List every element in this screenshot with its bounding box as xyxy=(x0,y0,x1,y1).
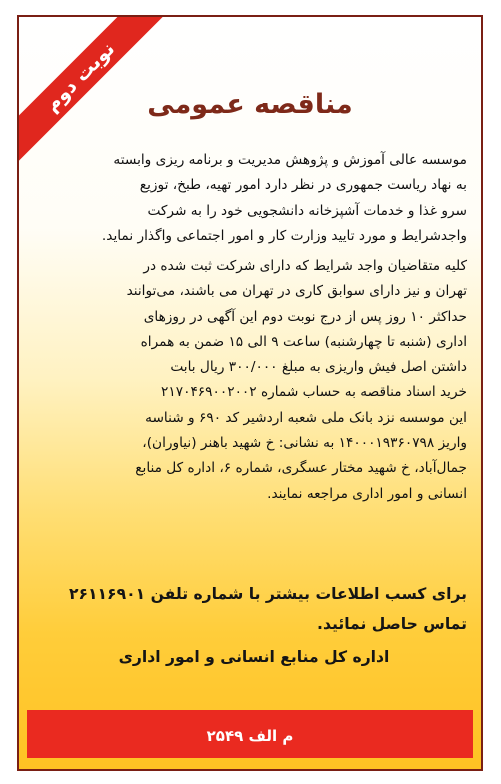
tender-advertisement xyxy=(17,15,483,771)
ad-paragraph-intro: موسسه عالی آموزش و پژوهش مدیریت و برنامه ریزی وابسته به نهاد ریاست جمهوری در نظر دارد امور تهیه، طبخ، توزیع سرو غذا و خدمات آشپزخانه دانشجویی خود را به شرکت واجدشرایط و مورد تایید وزارت کار و امور اجتماعی واگذار نماید. xyxy=(101,152,467,244)
ad-reference-code: م الف ۲۵۴۹ xyxy=(206,727,294,745)
contact-info: برای کسب اطلاعات بیشتر با شماره تلفن ۲۶۱۱۶۹۰۱ تماس حاصل نمائید. xyxy=(68,585,467,633)
second-publication-badge: نوبت دوم xyxy=(17,15,166,163)
footer-bar xyxy=(27,710,473,758)
ad-paragraph-conditions: کلیه متقاضیان واجد شرایط که دارای شرکت ثبت شده در تهران و نیز دارای سوابق کاری در تهران می باشند، می‌توانند حداکثر ۱۰ روز پس از درج نوبت دوم این آگهی در روزهای اداری (شنبه تا چهارشنبه) ساعت ۹ الی ۱۵ ضمن به همراه داشتن اصل فیش واریزی به مبلغ ۳۰۰/۰۰۰ ریال بابت خرید اسناد مناقصه به حساب شماره ۲۱۷۰۴۶۹۰۰۲۰۰۲ این موسسه نزد بانک ملی شعبه اردشیر کد ۶۹۰ و شناسه واریز ۱۴۰۰۰۱۹۳۶۰۷۹۸ به نشانی: خ شهید باهنر (نیاوران)، جمال‌آباد، خ شهید مختار عسگری، شماره ۶، اداره کل منابع انسانی و امور اداری مراجعه نمایند. xyxy=(126,258,467,502)
issuer-signature: اداره کل منابع انسانی و امور اداری xyxy=(118,648,390,666)
ad-title: مناقصه عمومی xyxy=(147,89,353,120)
